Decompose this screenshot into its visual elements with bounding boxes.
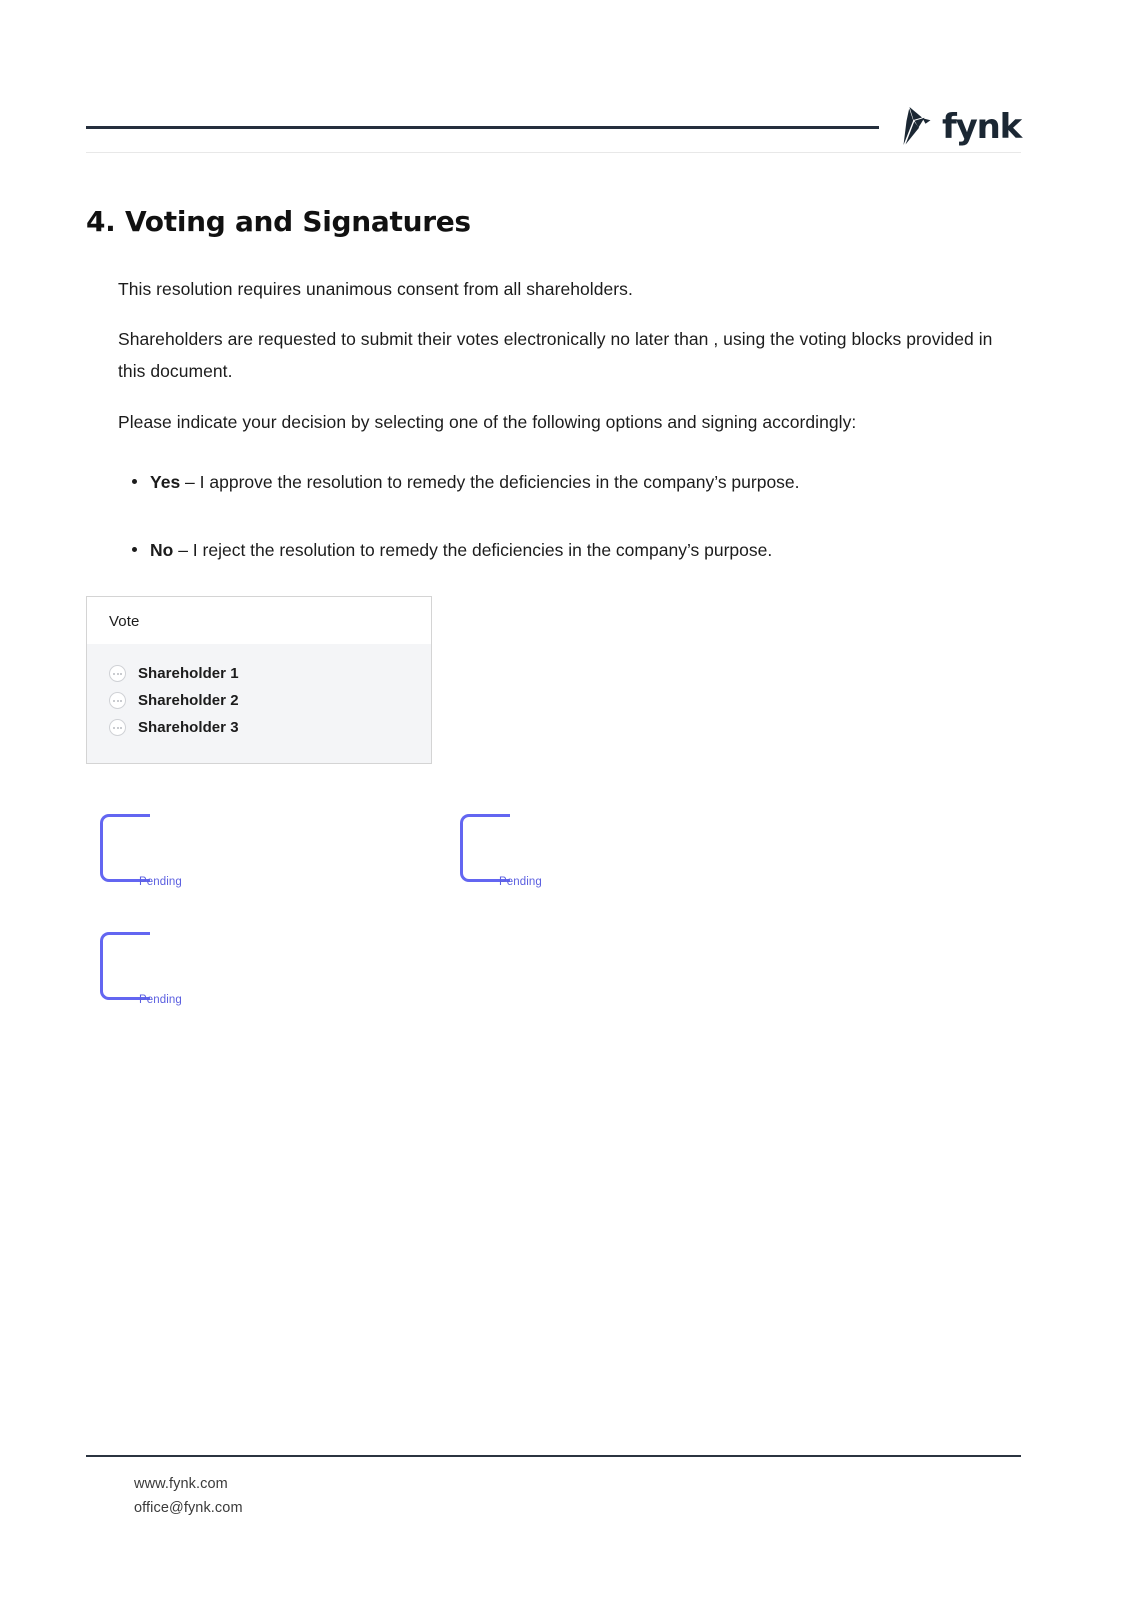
header-divider-light (86, 152, 1021, 153)
signature-block[interactable] (446, 806, 541, 888)
section-text-block (118, 273, 1010, 565)
signature-status-label: Pending (499, 876, 542, 888)
signature-bracket-icon (100, 932, 150, 1000)
vote-row[interactable] (87, 660, 431, 687)
vote-option-no-label: No (150, 540, 174, 561)
vote-box-body (87, 644, 431, 763)
page-footer (86, 1455, 1021, 1521)
footer-website: www.fynk.com (134, 1476, 228, 1492)
pending-dots-icon (109, 719, 126, 736)
fynk-logo (895, 100, 1021, 152)
signature-bracket-icon (460, 814, 510, 882)
signature-status-label: Pending (139, 876, 182, 888)
document-body (86, 205, 1021, 604)
footer-contact (134, 1473, 1021, 1521)
signature-bracket-icon (100, 814, 150, 882)
shareholder-name: Shareholder 2 (138, 692, 239, 709)
header-divider-dark (86, 126, 879, 129)
paragraph-instruction: Please indicate your decision by selecting one of the following options and signing accordingly: (118, 411, 857, 432)
vote-option-yes-text: – I approve the resolution to remedy the deficiencies in the company’s purpose. (180, 472, 800, 493)
pending-dots-icon (109, 692, 126, 709)
vote-box-header: Vote (87, 597, 431, 644)
vote-option-no (118, 536, 1010, 564)
shareholder-name: Shareholder 1 (138, 665, 239, 682)
vote-box (86, 596, 432, 764)
origami-bird-logo-icon (895, 105, 935, 147)
shareholder-name: Shareholder 3 (138, 719, 239, 736)
logo-wordmark: fynk (942, 107, 1021, 147)
vote-row[interactable] (87, 687, 431, 714)
vote-option-yes-label: Yes (150, 472, 181, 493)
vote-row[interactable] (87, 714, 431, 741)
footer-divider (86, 1455, 1021, 1457)
paragraph-submission: Shareholders are requested to submit their votes electronically no later than , using the voting blocks provided in this document. (118, 328, 993, 382)
paragraph-consent: This resolution requires unanimous consent from all shareholders. (118, 278, 633, 299)
page-title: 4. Voting and Signatures (86, 205, 471, 238)
signature-status-label: Pending (139, 994, 182, 1006)
signature-block[interactable] (86, 806, 181, 888)
vote-option-no-text: – I reject the resolution to remedy the deficiencies in the company’s purpose. (173, 540, 773, 561)
footer-email: office@fynk.com (134, 1499, 243, 1516)
vote-options-list (118, 468, 1010, 564)
signature-area (86, 806, 1021, 1036)
pending-dots-icon (109, 665, 126, 682)
page-header (86, 100, 1021, 160)
vote-option-yes (118, 468, 1010, 496)
signature-block[interactable] (86, 924, 181, 1006)
